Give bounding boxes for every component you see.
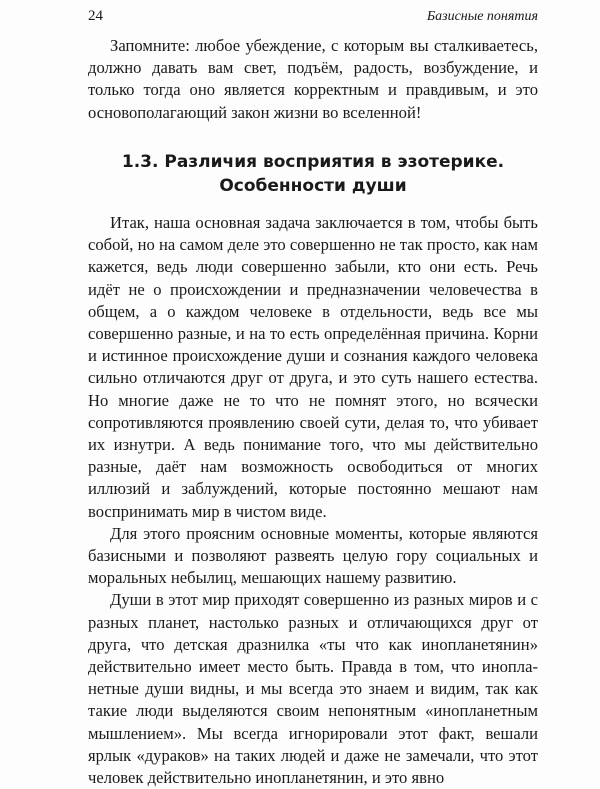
main-text <box>88 212 538 789</box>
page-number: 24 <box>88 8 103 24</box>
intro-paragraph: Запомните: любое убеждение, с которым вы сталкиваетесь, должно давать вам свет, подъём, радость, возбуждение, и только тогда оно является корректным и правдивым, и это основополагающий закон жизни во вселенной! <box>88 36 538 122</box>
section-heading <box>88 150 538 198</box>
section-heading-line-2: Особенности души <box>219 176 407 196</box>
intro-block <box>88 35 538 124</box>
running-section-title: Базисные понятия <box>426 9 538 24</box>
paragraph-3: Души в этот мир приходят совершенно из разных миров и с разных планет, настолько разных и отличающихся друг от друга, что детская дразнилка «ты что как инопланетянин» действительно имеет место быть. Правда в том, что инопланетные души видны, и мы всегда это знаем и видим, так как такие люди выделяются своим непонятным «инопланетным мышлением». Мы всегда игнорировали этот факт, вешали ярлык «дураков» на таких людей и даже не замечали, что этот человек действительно инопланетянин, и это явно <box>88 590 538 788</box>
paragraph-1: Итак, наша основная задача заключается в том, чтобы быть собой, но на самом деле это совершенно не так просто, как нам кажется, ведь люди совершенно забыли, кто они есть. Речь идёт не о происхождении и предназначении человечества в общем, а о каждом человеке в отдельности, ведь все мы совершенно разные, и на то есть определённая причина. Корни и истинное происхождение души и сознания каждого человека сильно отличаются друг от друга, и это суть нашего естества. Но многие даже не то что не помнят этого, но всячески сопротивляются проявлению своей сути, делая то, что убивает их изнутри. А ведь понимание того, что мы действительно разные, даёт нам возможность освободиться от многих иллюзий и заблуждений, которые постоянно мешают нам воспринимать мир в чистом виде. <box>88 213 538 521</box>
paragraph-2: Для этого проясним основные моменты, которые являются базисными и позволяют развеять целую гору социальных и моральных небылиц, мешающих нашему развитию. <box>88 523 538 588</box>
running-header <box>88 8 538 28</box>
section-heading-line-1: 1.3. Различия восприятия в эзотерике. <box>121 152 505 172</box>
